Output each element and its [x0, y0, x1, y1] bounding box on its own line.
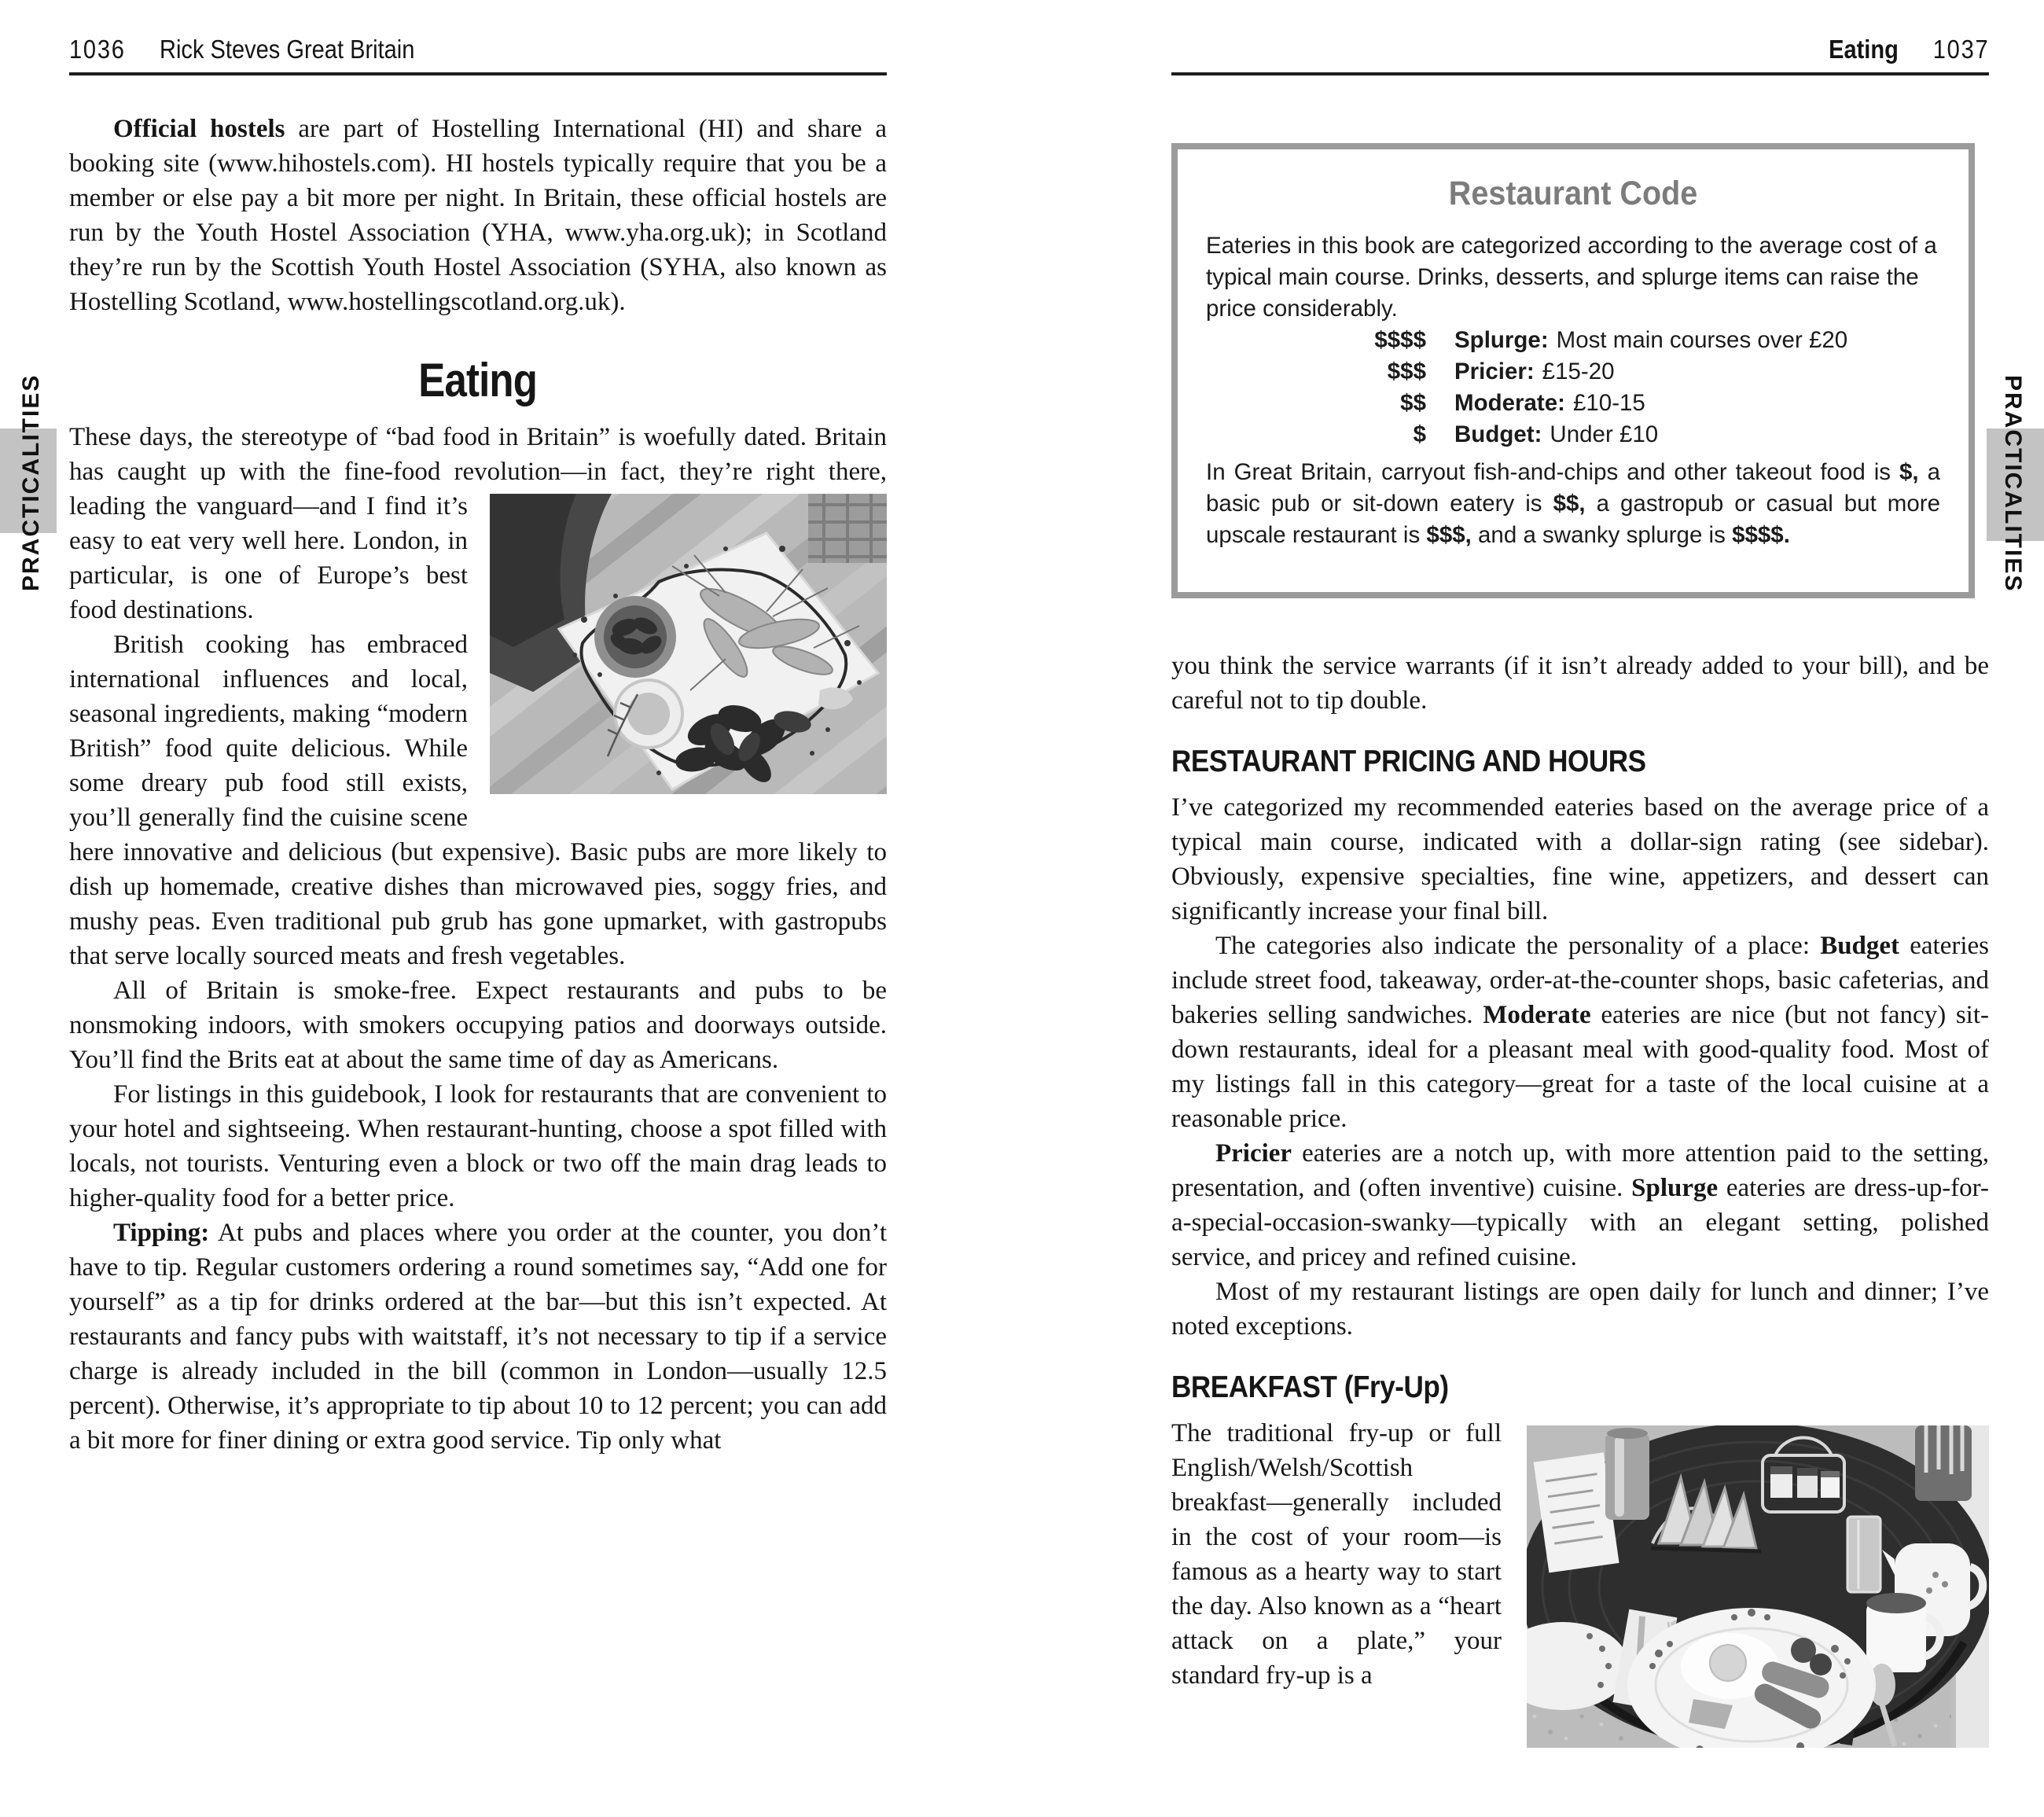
- tier-label: Splurge:: [1454, 327, 1549, 353]
- left-header-rule: [69, 72, 887, 75]
- breakfast-paragraph: The traditional fry-up or full English/Welsh/Scottish breakfast—generally included in the cost of your room—is famous as a hearty way to start the day. Also known as a “heart attack on a plate,” your standard fry-up is a: [1171, 1416, 1989, 1693]
- right-running-header: [1171, 28, 1989, 64]
- left-page-number: 1036: [69, 35, 126, 64]
- tier-description: Most main courses over £20: [1556, 327, 1848, 353]
- breakfast-heading: BREAKFAST (Fry-Up): [1171, 1370, 1449, 1404]
- right-header-rule: [1171, 72, 1989, 75]
- dollar-symbols: $$: [1400, 390, 1426, 416]
- tier-description: £15-20: [1542, 359, 1615, 384]
- dollar-symbols: $$$$: [1374, 327, 1426, 353]
- restaurant-code-outro: In Great Britain, carryout fish-and-chips and other takeout food is $, a basic pub or sit-down eatery is $$, a gastropub or casual but more upscale restaurant is $$$, and a swanky splurge is $$$$.: [1206, 459, 1941, 548]
- pricing-paragraph: I’ve categorized my recommended eateries based on the average price of a typical main course, indicated with a dollar-sign rating (see sidebar). Obviously, expensive specialties, fine wine, appetizers, and dessert can significantly increase your final bill.: [1171, 793, 1989, 925]
- listings-paragraph: For listings in this guidebook, I look for restaurants that are convenient to your hotel and sightseeing. When restaurant-hunting, choose a spot filled with locals, not tourists. Venturing even a block or two off the main drag leads to higher-quality food for a better price.: [69, 1080, 887, 1212]
- seafood-platter-photo: [490, 494, 887, 794]
- price-tier-row: [1206, 356, 1940, 388]
- hours-paragraph: Most of my restaurant listings are open daily for lunch and dinner; I’ve noted exceptions.: [1171, 1278, 1989, 1341]
- restaurant-code-sidebar: [1171, 143, 1975, 598]
- tier-label: Pricier:: [1454, 359, 1535, 384]
- tier-description: Under £10: [1550, 421, 1659, 447]
- price-tier-row: [1206, 419, 1940, 451]
- left-running-title: Rick Steves Great Britain: [160, 35, 415, 64]
- tip-continuation-paragraph: you think the service warrants (if it isn’t already added to your bill), and be careful not to tip double.: [1171, 652, 1989, 715]
- price-tier-row: [1206, 325, 1940, 356]
- left-column-text: [69, 112, 887, 1458]
- seafood-platter-illustration: [490, 494, 887, 794]
- right-column-text: [1171, 649, 1989, 1693]
- tier-label: Moderate:: [1454, 390, 1565, 416]
- fry-up-breakfast-photo: [1527, 1425, 1989, 1748]
- british-cooking-paragraph: British cooking has embraced international influences and local, seasonal ingredients, making “modern British” food quite delicious. While some dreary pub food still exists, you’ll generally find the cuisine scene here innovative and delicious (but expensive). Basic pubs are more likely to dish up homemade, creative dishes than microwaved pies, soggy fries, and mushy peas. Even traditional pub grub has gone upmarket, with gastropubs that serve locally sourced meats and fresh vegetables.: [69, 631, 887, 970]
- tier-label: Budget:: [1454, 421, 1542, 447]
- pricier-splurge-paragraph: Pricier eateries are a notch up, with more attention paid to the setting, presentation, and (often inventive) cuisine. Splurge eateries are dress-up-for-a-special-occasion-swanky—typically with an elegant setting, polished service, and pricey and refined cuisine.: [1171, 1139, 1989, 1271]
- tier-description: £10-15: [1572, 390, 1645, 416]
- dollar-symbols: $$$: [1387, 359, 1426, 384]
- smoke-free-paragraph: All of Britain is smoke-free. Expect restaurants and pubs to be nonsmoking indoors, with smokers occupying patios and doorways outside. You’ll find the Brits eat at about the same time of day as Americans.: [69, 977, 887, 1074]
- eating-chapter-heading: Eating: [418, 354, 538, 406]
- eating-intro-paragraph: These days, the stereotype of “bad food in Britain” is woefully dated. Britain has caught up with the fine-food revolution—in fact, they’re right there, leading the vanguard—and I find it’s easy to eat very well here. London, in particular, is one of Europe’s best food destinations.: [69, 420, 887, 627]
- left-section-tab: PRACTICALITIES: [18, 373, 44, 591]
- hostels-paragraph: Official hostels are part of Hostelling International (HI) and share a booking site (www.hihostels.com). HI hostels typically require that you be a member or else pay a bit more per night. In Britain, these official hostels are run by the Youth Hostel Association (YHA, www.yha.org.uk); in Scotland they’re run by the Scottish Youth Hostel Association (SYHA, also known as Hostelling Scotland, www.hostellingscotland.org.uk).: [69, 115, 887, 316]
- right-running-title: Eating: [1828, 35, 1899, 64]
- page-left-1036: [69, 28, 887, 1458]
- left-running-header: [69, 28, 887, 64]
- dollar-symbols: $: [1413, 421, 1426, 447]
- page-right-1037: [1171, 28, 1989, 1756]
- pricing-and-hours-heading: RESTAURANT PRICING AND HOURS: [1171, 745, 1646, 778]
- fry-up-breakfast-illustration: [1527, 1425, 1989, 1748]
- right-section-tab: PRACTICALITIES: [2000, 374, 2026, 593]
- categories-paragraph: The categories also indicate the personality of a place: Budget eateries include street food, takeaway, order-at-the-counter shops, basic cafeterias, and bakeries selling sandwiches. Moderate eateries are nice (but not fancy) sit-down restaurants, ideal for a pleasant meal with good-quality food. Most of my listings fall in this category—great for a taste of the local cuisine at a reasonable price.: [1171, 932, 1990, 1133]
- restaurant-code-title: Restaurant Code: [1448, 175, 1698, 212]
- restaurant-code-intro: Eateries in this book are categorized according to the average cost of a typical main course. Drinks, desserts, and splurge items can raise the price considerably.: [1206, 233, 1937, 322]
- right-page-number: 1037: [1932, 35, 1989, 64]
- tipping-paragraph: Tipping: At pubs and places where you order at the counter, you don’t have to tip. Regular customers ordering a round sometimes say, “Add one for yourself” as a tip for drinks ordered at the bar—but this isn’t expected. At restaurants and fancy pubs with waitstaff, it’s not necessary to tip if a service charge is already included in the bill (common in London—usually 12.5 percent). Otherwise, it’s appropriate to tip about 10 to 12 percent; you can add a bit more for finer dining or extra good service. Tip only what: [69, 1219, 887, 1455]
- price-tier-row: [1206, 388, 1940, 419]
